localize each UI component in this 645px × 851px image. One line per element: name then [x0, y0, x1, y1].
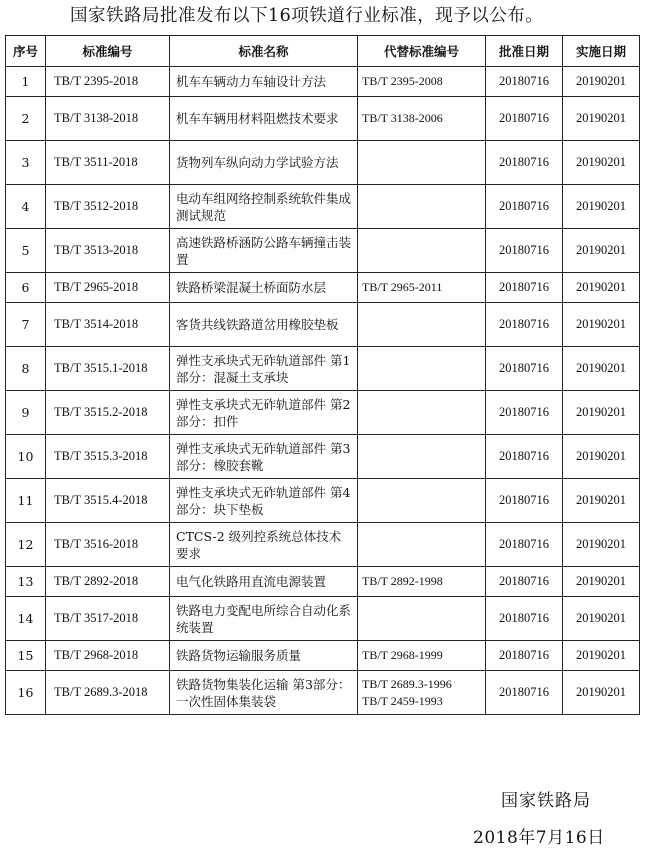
cell-effective: 20190201: [563, 435, 640, 479]
cell-approved: 20180716: [486, 479, 563, 523]
cell-no: 13: [6, 567, 46, 597]
cell-replaces: TB/T 2395-2008: [358, 67, 486, 97]
cell-replaces: TB/T 2892-1998: [358, 567, 486, 597]
cell-name: 铁路桥梁混凝土桥面防水层: [170, 273, 358, 303]
cell-code: TB/T 3513-2018: [46, 229, 170, 273]
cell-name: 机车车辆用材料阻燃技术要求: [170, 97, 358, 141]
cell-approved: 20180716: [486, 303, 563, 347]
cell-code: TB/T 3515.3-2018: [46, 435, 170, 479]
table-row: [6, 185, 640, 229]
cell-name: 弹性支承块式无砟轨道部件 第2部分：扣件: [170, 391, 358, 435]
cell-effective: 20190201: [563, 391, 640, 435]
cell-name: 弹性支承块式无砟轨道部件 第4部分：块下垫板: [170, 479, 358, 523]
cell-approved: 20180716: [486, 185, 563, 229]
cell-name: 客货共线铁路道岔用橡胶垫板: [170, 303, 358, 347]
table-row: [6, 597, 640, 641]
table-row: [6, 229, 640, 273]
cell-no: 15: [6, 641, 46, 671]
cell-no: 3: [6, 141, 46, 185]
cell-name: 弹性支承块式无砟轨道部件 第1部分：混凝土支承块: [170, 347, 358, 391]
cell-effective: 20190201: [563, 347, 640, 391]
header-name: 标准名称: [170, 36, 358, 67]
table-header-row: [6, 36, 640, 67]
cell-no: 11: [6, 479, 46, 523]
cell-name: 铁路电力变配电所综合自动化系统装置: [170, 597, 358, 641]
cell-replaces: [358, 347, 486, 391]
header-replaces: 代替标准编号: [358, 36, 486, 67]
table-row: [6, 273, 640, 303]
announcement-intro: 国家铁路局批准发布以下16项铁道行业标准，现予以公布。: [70, 6, 544, 26]
cell-code: TB/T 2968-2018: [46, 641, 170, 671]
table-row: [6, 391, 640, 435]
cell-replaces: [358, 479, 486, 523]
signature-org: 国家铁路局: [501, 791, 591, 811]
cell-approved: 20180716: [486, 347, 563, 391]
cell-no: 10: [6, 435, 46, 479]
cell-replaces: TB/T 2689.3-1996 TB/T 2459-1993: [358, 671, 486, 715]
cell-no: 6: [6, 273, 46, 303]
cell-approved: 20180716: [486, 67, 563, 97]
cell-approved: 20180716: [486, 567, 563, 597]
cell-code: TB/T 2892-2018: [46, 567, 170, 597]
cell-effective: 20190201: [563, 597, 640, 641]
cell-replaces: [358, 523, 486, 567]
cell-code: TB/T 3515.1-2018: [46, 347, 170, 391]
cell-effective: 20190201: [563, 229, 640, 273]
cell-code: TB/T 3515.4-2018: [46, 479, 170, 523]
cell-replaces: [358, 303, 486, 347]
cell-replaces: [358, 391, 486, 435]
cell-no: 16: [6, 671, 46, 715]
cell-no: 9: [6, 391, 46, 435]
cell-effective: 20190201: [563, 97, 640, 141]
cell-approved: 20180716: [486, 273, 563, 303]
cell-no: 14: [6, 597, 46, 641]
cell-code: TB/T 2395-2018: [46, 67, 170, 97]
cell-approved: 20180716: [486, 597, 563, 641]
cell-approved: 20180716: [486, 229, 563, 273]
cell-replaces: TB/T 2965-2011: [358, 273, 486, 303]
cell-name: 铁路货物运输服务质量: [170, 641, 358, 671]
table-row: [6, 435, 640, 479]
cell-approved: 20180716: [486, 671, 563, 715]
cell-name: CTCS-2 级列控系统总体技术要求: [170, 523, 358, 567]
cell-effective: 20190201: [563, 641, 640, 671]
cell-approved: 20180716: [486, 435, 563, 479]
cell-approved: 20180716: [486, 97, 563, 141]
cell-replaces: TB/T 2968-1999: [358, 641, 486, 671]
cell-code: TB/T 3517-2018: [46, 597, 170, 641]
cell-code: TB/T 3516-2018: [46, 523, 170, 567]
table-row: [6, 141, 640, 185]
cell-effective: 20190201: [563, 67, 640, 97]
cell-effective: 20190201: [563, 273, 640, 303]
cell-no: 2: [6, 97, 46, 141]
cell-replaces: [358, 141, 486, 185]
cell-no: 4: [6, 185, 46, 229]
cell-code: TB/T 3512-2018: [46, 185, 170, 229]
cell-replaces: TB/T 3138-2006: [358, 97, 486, 141]
cell-code: TB/T 2965-2018: [46, 273, 170, 303]
cell-effective: 20190201: [563, 671, 640, 715]
cell-approved: 20180716: [486, 391, 563, 435]
cell-name: 高速铁路桥涵防公路车辆撞击装置: [170, 229, 358, 273]
cell-code: TB/T 2689.3-2018: [46, 671, 170, 715]
table-row: [6, 641, 640, 671]
cell-no: 1: [6, 67, 46, 97]
standards-table: [5, 35, 640, 715]
cell-name: 货物列车纵向动力学试验方法: [170, 141, 358, 185]
cell-effective: 20190201: [563, 479, 640, 523]
cell-approved: 20180716: [486, 523, 563, 567]
cell-approved: 20180716: [486, 641, 563, 671]
cell-replaces: [358, 229, 486, 273]
cell-replaces: [358, 435, 486, 479]
cell-effective: 20190201: [563, 303, 640, 347]
cell-name: 机车车辆动力车轴设计方法: [170, 67, 358, 97]
header-approved: 批准日期: [486, 36, 563, 67]
signature-date: 2018年7月16日: [473, 828, 605, 848]
header-no: 序号: [6, 36, 46, 67]
cell-effective: 20190201: [563, 185, 640, 229]
cell-no: 12: [6, 523, 46, 567]
cell-code: TB/T 3515.2-2018: [46, 391, 170, 435]
table-row: [6, 567, 640, 597]
cell-no: 5: [6, 229, 46, 273]
table-row: [6, 303, 640, 347]
table-row: [6, 97, 640, 141]
cell-name: 铁路货物集装化运输 第3部分：一次性固体集装袋: [170, 671, 358, 715]
cell-no: 8: [6, 347, 46, 391]
cell-effective: 20190201: [563, 523, 640, 567]
cell-name: 电气化铁路用直流电源装置: [170, 567, 358, 597]
header-code: 标准编号: [46, 36, 170, 67]
table-row: [6, 67, 640, 97]
cell-name: 弹性支承块式无砟轨道部件 第3部分：橡胶套靴: [170, 435, 358, 479]
cell-approved: 20180716: [486, 141, 563, 185]
cell-name: 电动车组网络控制系统软件集成测试规范: [170, 185, 358, 229]
table-row: [6, 671, 640, 715]
cell-code: TB/T 3511-2018: [46, 141, 170, 185]
header-effective: 实施日期: [563, 36, 640, 67]
cell-code: TB/T 3514-2018: [46, 303, 170, 347]
cell-replaces: [358, 185, 486, 229]
table-row: [6, 479, 640, 523]
table-row: [6, 523, 640, 567]
cell-replaces: [358, 597, 486, 641]
cell-effective: 20190201: [563, 141, 640, 185]
cell-code: TB/T 3138-2018: [46, 97, 170, 141]
table-row: [6, 347, 640, 391]
cell-effective: 20190201: [563, 567, 640, 597]
cell-no: 7: [6, 303, 46, 347]
